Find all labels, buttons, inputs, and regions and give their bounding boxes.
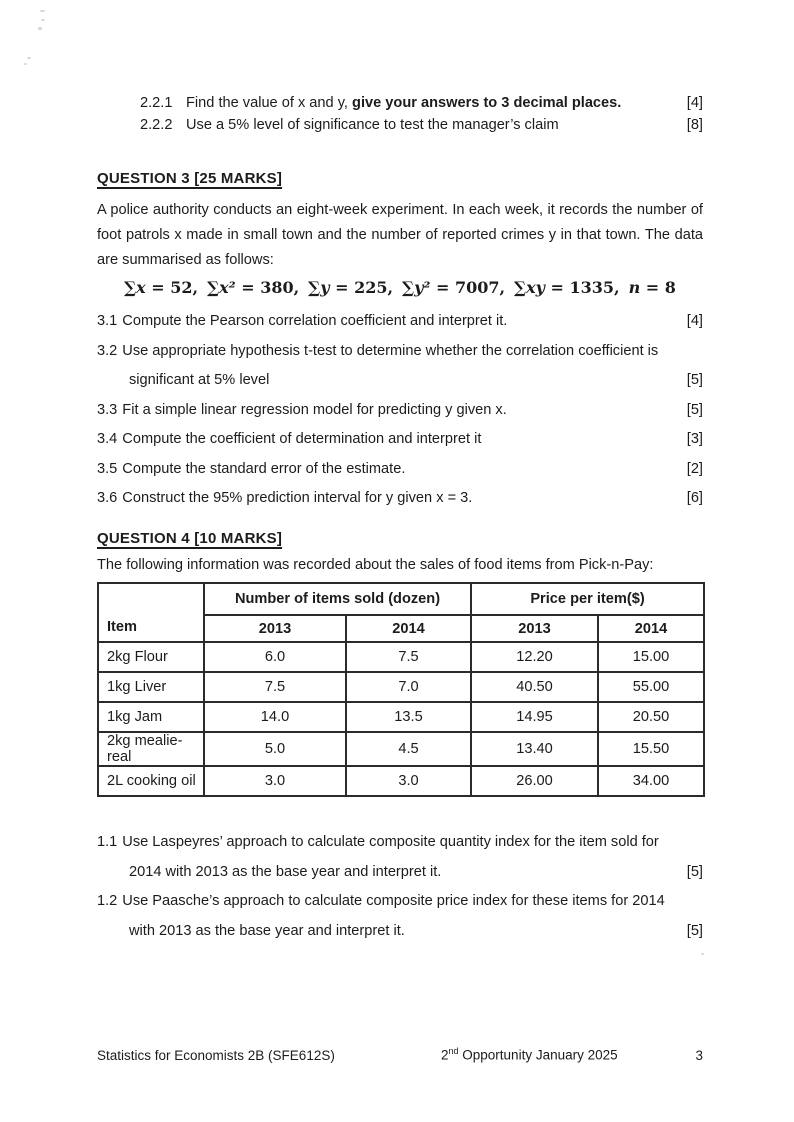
question-row-2-2-2 <box>97 115 703 136</box>
formula-value: = 7007, <box>430 278 506 297</box>
table-header-price-group: Price per item($) <box>471 583 704 615</box>
table-cell-item: 2kg mealie-real <box>98 732 204 766</box>
question-number: 2.2.2 <box>140 117 173 133</box>
formula-variable: ∑y <box>308 278 330 297</box>
table-cell-qty-2013: 14.0 <box>204 702 346 732</box>
formula-value: = 8 <box>640 278 676 297</box>
question-marks: [4] <box>686 95 703 111</box>
table-cell-qty-2013: 6.0 <box>204 642 346 672</box>
table-cell-qty-2013: 3.0 <box>204 766 346 796</box>
question-4-intro: The following information was recorded about the sales of food items from Pick-n-Pay: <box>97 557 654 573</box>
formula-variable: ∑y² <box>402 278 431 297</box>
table-cell-qty-2014: 4.5 <box>346 732 471 766</box>
question-row-3-6 <box>97 488 703 508</box>
table-cell-price-2013: 12.20 <box>471 642 598 672</box>
footer-session-number: 2 <box>441 1047 449 1063</box>
question-row-3-2 <box>97 341 703 361</box>
table-row <box>98 642 704 672</box>
formula-term <box>308 278 393 297</box>
question-marks: [5] <box>686 863 703 880</box>
question-number: 2.2.1 <box>140 95 173 111</box>
question-marks: [3] <box>686 431 703 447</box>
table-cell-qty-2013: 5.0 <box>204 732 346 766</box>
question-row-1-1 <box>97 832 703 852</box>
formula-variable: ∑x <box>124 278 146 297</box>
table-header-qty-2013: 2013 <box>204 615 346 642</box>
formula-term <box>402 278 505 297</box>
question-marks: [5] <box>686 401 703 418</box>
question-row-3-1 <box>97 311 703 331</box>
footer-exam-session <box>441 1046 695 1063</box>
table-group-header-row <box>98 583 704 615</box>
question-row-3-2-continued <box>97 370 703 390</box>
table-header-price-2013: 2013 <box>471 615 598 642</box>
scan-speck <box>27 57 31 59</box>
table-cell-qty-2014: 7.0 <box>346 672 471 702</box>
question-row-1-1-continued <box>97 862 703 882</box>
question-row-3-3 <box>97 400 703 420</box>
question-3-intro: A police authority conducts an eight-week experiment. In each week, it records the number of foot patrols x made in small town and the number of reported crimes y in that town. The data are summarised as follows: <box>97 202 703 268</box>
question-number: 3.3 <box>97 401 118 418</box>
question-number: 3.6 <box>97 490 118 506</box>
table-cell-item: 2kg Flour <box>98 642 204 672</box>
table-header-quantity-group: Number of items sold (dozen) <box>204 583 471 615</box>
question-3-heading: QUESTION 3 [25 MARKS] <box>97 170 283 187</box>
footer-session-ordinal: nd <box>448 1046 459 1056</box>
question-number: 3.2 <box>97 342 118 359</box>
table-cell-qty-2014: 3.0 <box>346 766 471 796</box>
question-4-sub-questions <box>97 832 703 941</box>
formula-term <box>514 278 620 297</box>
question-text: Compute the standard error of the estimate. <box>122 460 406 477</box>
question-marks: [5] <box>686 922 703 939</box>
question-text <box>186 93 621 114</box>
table-cell-qty-2014: 13.5 <box>346 702 471 732</box>
question-text: Use Paasche’s approach to calculate composite price index for these items for 2014 <box>122 893 665 909</box>
table-cell-item: 1kg Jam <box>98 702 204 732</box>
formula-term <box>207 278 299 297</box>
question-text: Use Laspeyres’ approach to calculate composite quantity index for the item sold for <box>122 834 659 850</box>
question-text: Use appropriate hypothesis t-test to determine whether the correlation coefficient is <box>122 342 659 359</box>
footer-course-title: Statistics for Economists 2B (SFE612S) <box>97 1047 335 1063</box>
table-cell-price-2014: 20.50 <box>598 702 704 732</box>
table-cell-price-2013: 13.40 <box>471 732 598 766</box>
formula-value: = 380, <box>235 278 300 297</box>
question-marks: [2] <box>686 460 703 477</box>
scan-speck <box>38 27 42 30</box>
question-row-3-4 <box>97 429 703 449</box>
question-text: significant at 5% level <box>129 372 270 388</box>
question-row-1-2-continued <box>97 921 703 941</box>
table-row <box>98 672 704 702</box>
question-3-sub-questions <box>97 311 703 508</box>
table-header-qty-2014: 2014 <box>346 615 471 642</box>
question-row-2-2-1 <box>97 93 703 114</box>
table-header-price-2014: 2014 <box>598 615 704 642</box>
summary-statistics-formula <box>97 277 703 299</box>
table-row <box>98 732 704 766</box>
table-cell-qty-2014: 7.5 <box>346 642 471 672</box>
table-cell-price-2013: 26.00 <box>471 766 598 796</box>
page-footer <box>97 1046 703 1063</box>
question-number: 3.1 <box>97 313 118 329</box>
formula-value: = 225, <box>329 278 394 297</box>
formula-term <box>629 278 676 297</box>
table-cell-price-2014: 15.50 <box>598 732 704 766</box>
question-text: Compute the coefficient of determination and interpret it <box>122 431 482 447</box>
question-text-normal: Find the value of x and y, <box>186 95 353 111</box>
scan-speck <box>41 19 45 21</box>
question-text: 2014 with 2013 as the base year and interpret it. <box>129 863 442 880</box>
table-header-item: Item <box>98 583 204 642</box>
sales-table <box>97 582 705 797</box>
formula-variable: ∑x² <box>207 278 236 297</box>
table-cell-item: 2L cooking oil <box>98 766 204 796</box>
question-row-1-2 <box>97 891 703 911</box>
formula-variable: ∑xy <box>514 278 545 297</box>
question-row-3-5 <box>97 459 703 479</box>
table-cell-price-2014: 34.00 <box>598 766 704 796</box>
table-row <box>98 702 704 732</box>
table-cell-price-2013: 40.50 <box>471 672 598 702</box>
question-marks: [4] <box>686 313 703 329</box>
question-text: Fit a simple linear regression model for predicting y given x. <box>122 401 507 418</box>
scan-speck <box>701 953 704 955</box>
question-text-normal: Use a 5% level of significance to test the manager’s claim <box>186 117 559 133</box>
table-row <box>98 766 704 796</box>
question-text: Construct the 95% prediction interval for y given x = 3. <box>122 490 473 506</box>
question-number: 1.2 <box>97 893 118 909</box>
formula-variable: n <box>628 278 641 297</box>
scan-speck <box>40 10 45 12</box>
table-cell-price-2014: 55.00 <box>598 672 704 702</box>
question-number: 3.4 <box>97 431 118 447</box>
table-cell-item: 1kg Liver <box>98 672 204 702</box>
formula-value: = 52, <box>145 278 199 297</box>
formula-term <box>124 278 198 297</box>
question-4-heading: QUESTION 4 [10 MARKS] <box>97 530 283 547</box>
question-marks: [6] <box>686 490 703 506</box>
question-marks: [5] <box>686 372 703 388</box>
question-text-bold: give your answers to 3 decimal places. <box>352 95 622 111</box>
table-cell-price-2014: 15.00 <box>598 642 704 672</box>
question-text <box>186 115 559 136</box>
footer-session-text: Opportunity January 2025 <box>458 1047 618 1063</box>
formula-value: = 1335, <box>544 278 620 297</box>
table-cell-price-2013: 14.95 <box>471 702 598 732</box>
question-text: Compute the Pearson correlation coefficient and interpret it. <box>122 313 508 329</box>
question-2-2-list <box>97 93 703 136</box>
question-text: with 2013 as the base year and interpret it. <box>129 922 405 939</box>
question-marks: [8] <box>686 117 703 133</box>
question-number: 3.5 <box>97 460 118 477</box>
table-cell-qty-2013: 7.5 <box>204 672 346 702</box>
scan-speck <box>24 63 27 65</box>
question-number: 1.1 <box>97 834 118 850</box>
footer-page-number: 3 <box>695 1047 703 1063</box>
